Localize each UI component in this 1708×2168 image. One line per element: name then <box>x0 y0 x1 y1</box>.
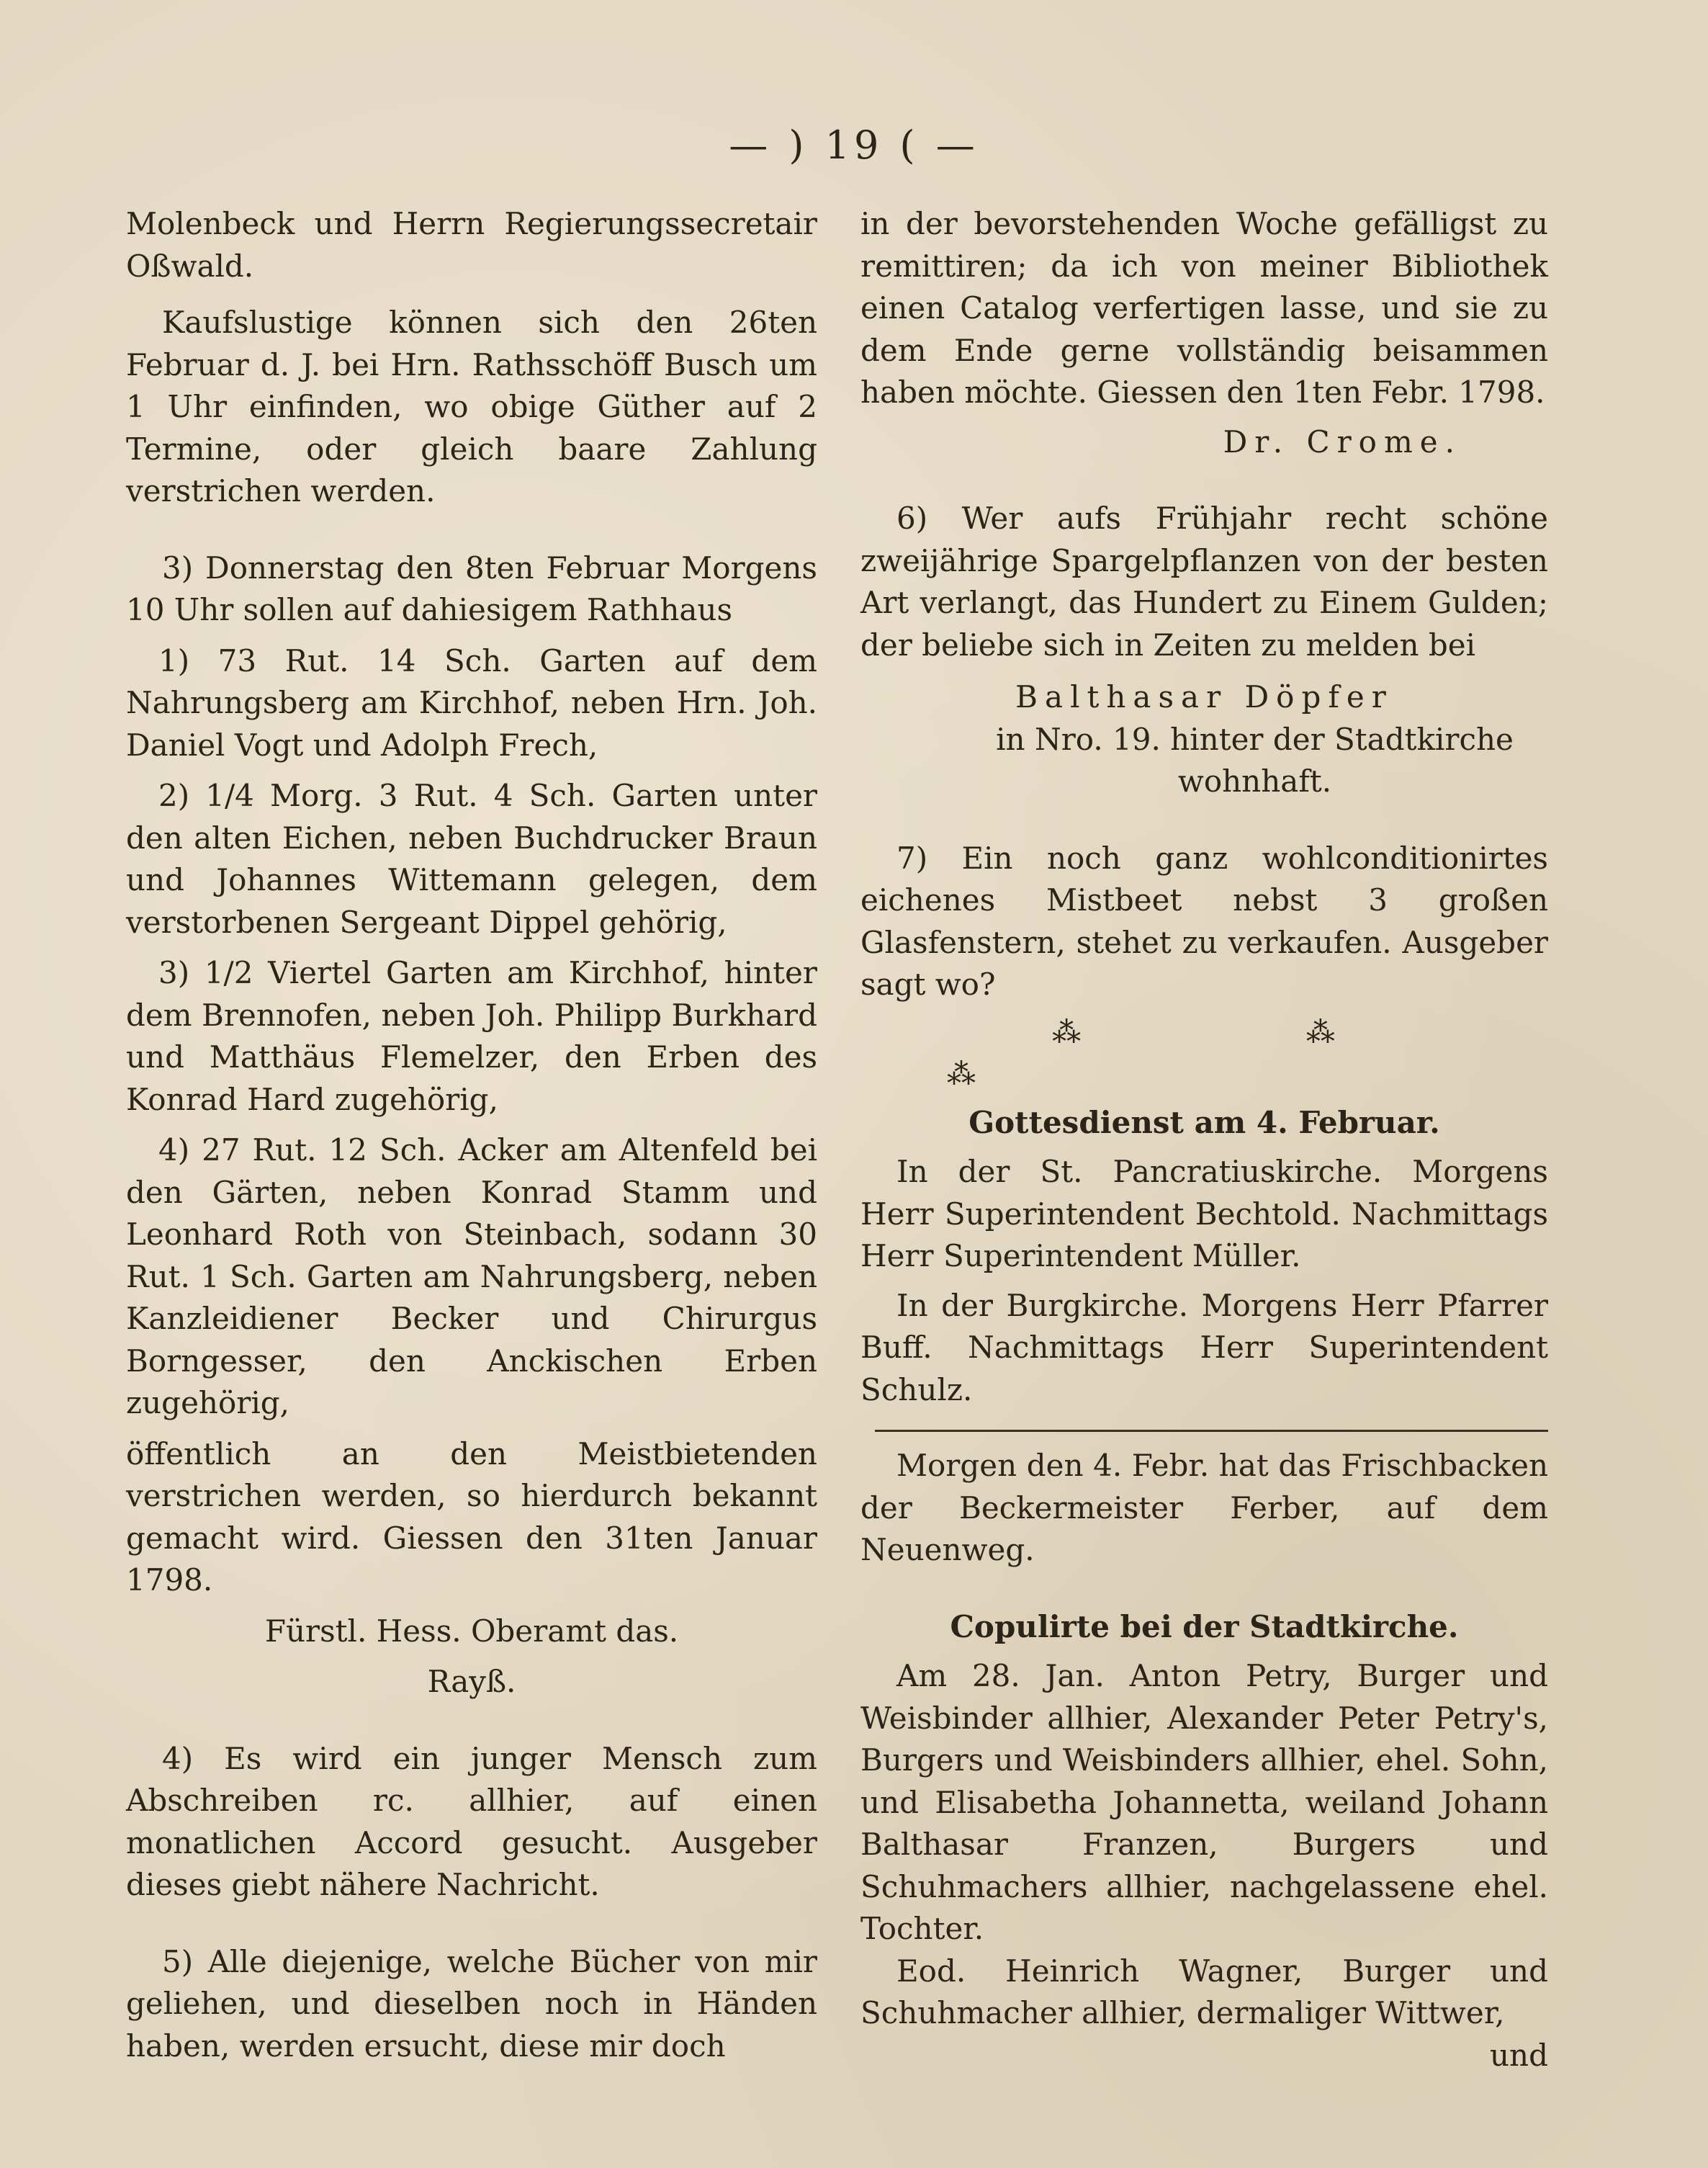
page-number: — ) 19 ( — <box>729 122 979 168</box>
signature-crome: Dr. Crome. <box>1223 424 1462 460</box>
right-column <box>860 203 1548 2077</box>
service-burgkirche: In der Burgkirche. Morgens Herr Pfarrer Buff. Nachmittags Herr Superintendent Schulz. <box>860 1287 1548 1407</box>
auction-item-3: 3) 1/2 Viertel Garten am Kirchhof, hinter dem Brennofen, neben Joh. Philipp Burkhard und Matthäus Flemelzer, den Erben des Konrad Hard zugehörig, <box>126 955 817 1117</box>
heading-marriages: Copulirte bei der Stadtkirche. <box>950 1608 1459 1644</box>
service-pancratius: In der St. Pancratiuskirche. Morgens Herr Superintendent Bechtold. Nachmittags Herr Superintendent Müller. <box>860 1154 1548 1273</box>
signature-rayss: Rayß. <box>427 1664 516 1699</box>
notice-baker: Morgen den 4. Febr. hat das Frischbacken der Beckermeister Ferber, auf dem Neuenweg. <box>860 1448 1548 1567</box>
horizontal-rule <box>875 1430 1548 1432</box>
notice-hotbed: 7) Ein noch ganz wohlconditionirtes eichenes Mistbeet nebst 3 großen Glasfenstern, stehet zu verkaufen. Ausgeber sagt wo? <box>860 840 1548 1002</box>
notice-asparagus: 6) Wer aufs Frühjahr recht schöne zweijährige Spargelpflanzen von der besten Art verlangt, das Hundert zu Einem Gulden; der beliebe sich in Zeiten zu melden bei <box>860 501 1548 663</box>
heading-church-service: Gottesdienst am 4. Februar. <box>968 1104 1440 1140</box>
notice-auction-intro: 3) Donnerstag den 8ten Februar Morgens 10 Uhr sollen auf dahiesigem Rathhaus <box>126 550 817 627</box>
notice-clerk-wanted: 4) Es wird ein junger Mensch zum Abschreiben rc. allhier, auf einen monatlichen Accord gesucht. Ausgeber dieses giebt nähere Nachricht. <box>126 1740 817 1902</box>
auction-item-4: 4) 27 Rut. 12 Sch. Acker am Altenfeld bei den Gärten, neben Konrad Stamm und Leonhard Roth von Steinbach, sodann 30 Rut. 1 Sch. Garten am Nahrungsberg, neben Kanzleidiener Becker und Chirurgus Borngesser, den Anckischen Erben zugehörig, <box>126 1132 817 1420</box>
auction-item-2: 2) 1/4 Morg. 3 Rut. 4 Sch. Garten unter den alten Eichen, neben Buchdrucker Braun und Johannes Wittemann gelegen, dem verstorbenen Sergeant Dippel gehörig, <box>126 778 817 940</box>
notice-books-continuation: in der bevorstehenden Woche gefälligst zu remittiren; da ich von meiner Bibliothek einen Catalog verfertigen lasse, und sie zu dem Ende gerne vollständig beisammen haben möchte. Giessen den 1ten Febr. 1798. <box>860 206 1548 410</box>
auction-closing: öffentlich an den Meistbietenden verstrichen werden, so hierdurch bekannt gemacht wird. Giessen den 31ten Januar 1798. <box>126 1435 817 1598</box>
signature-doepfer: Balthasar Döpfer <box>1015 679 1393 715</box>
section-divider-stars: ⁂ ⁂ ⁂ <box>947 1016 1443 1091</box>
marriage-entry-1: Am 28. Jan. Anton Petry, Burger und Weisbinder allhier, Alexander Peter Petry's, Burgers und Weisbinders allhier, ehel. Sohn, und Elisabetha Johannetta, weiland Johann Balthasar Franzen, Burgers und Schuhmachers allhier, nachgelassene ehel. Tochter. <box>860 1658 1548 1946</box>
signature-address: in Nro. 19. hinter der Stadtkirche wohnhaft. <box>996 721 1514 799</box>
notice-books-return: 5) Alle diejenige, welche Bücher von mir geliehen, und dieselben noch in Händen haben, werden ersucht, diese mir doch <box>126 1943 817 2064</box>
left-column <box>126 203 817 2067</box>
auction-item-1: 1) 73 Rut. 14 Sch. Garten auf dem Nahrungsberg am Kirchhof, neben Hrn. Joh. Daniel Vogt und Adolph Frech, <box>126 642 817 763</box>
catchword: und <box>1490 2037 1548 2073</box>
notice-continuation: Molenbeck und Herrn Regierungssecretair Oßwald. <box>126 206 817 284</box>
marriage-entry-2: Eod. Heinrich Wagner, Burger und Schuhmacher allhier, dermaliger Wittwer, <box>860 1953 1548 2030</box>
notice-buyers: Kaufslustige können sich den 26ten Februar d. J. bei Hrn. Rathsschöff Busch um 1 Uhr einfinden, wo obige Güther auf 2 Termine, oder gleich baare Zahlung verstrichen werden. <box>126 305 817 509</box>
signature-oberamt: Fürstl. Hess. Oberamt das. <box>264 1613 679 1649</box>
